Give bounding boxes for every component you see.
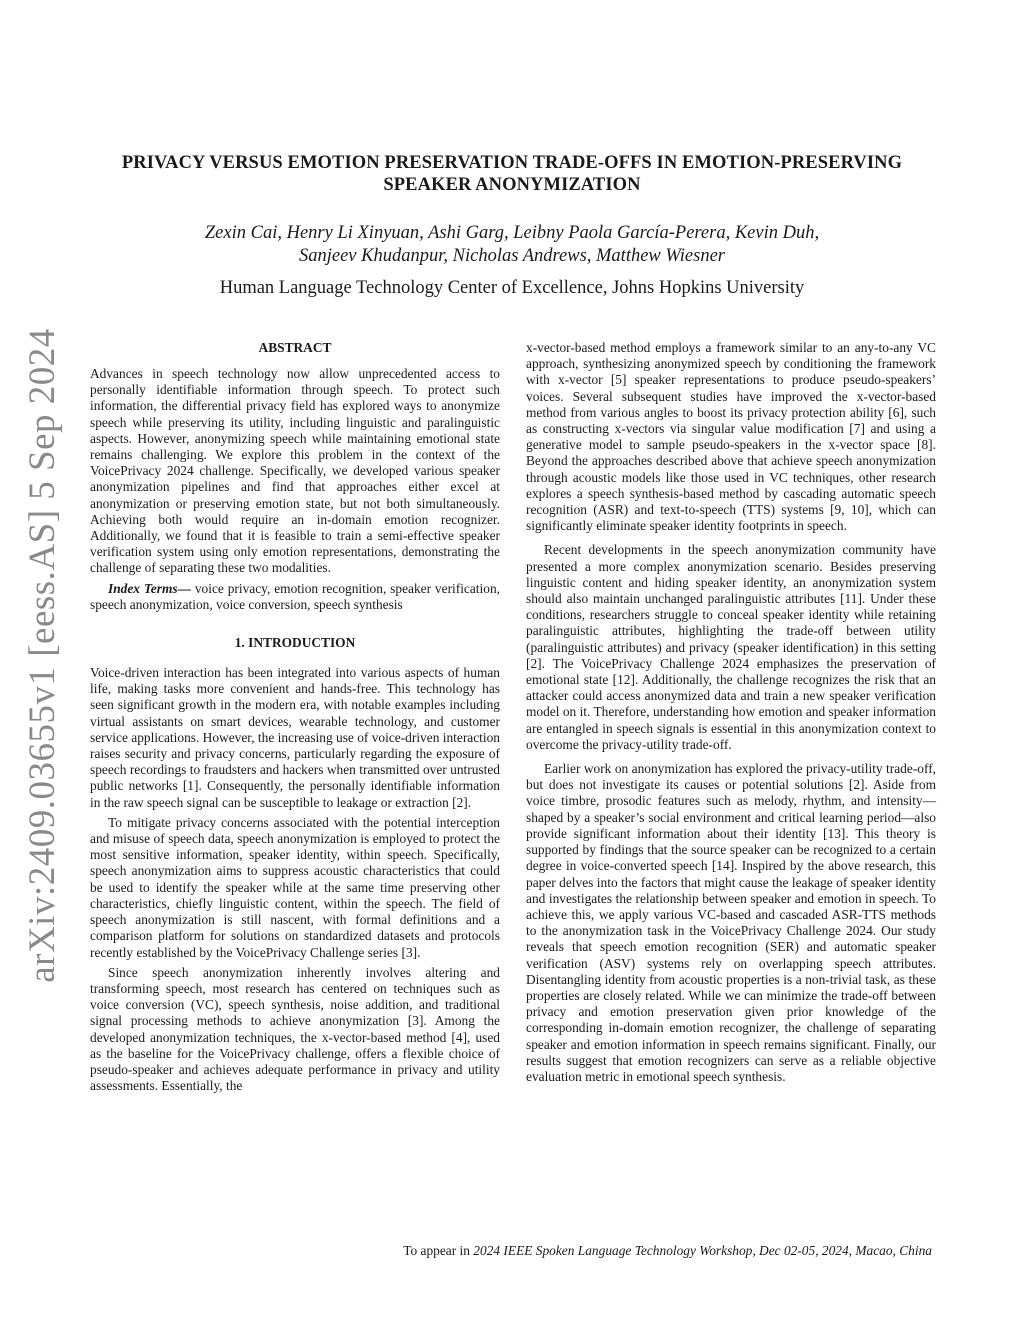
right-column xyxy=(526,340,936,1085)
affiliation: Human Language Technology Center of Excellence, Johns Hopkins University xyxy=(219,278,805,298)
title-line-2: SPEAKER ANONYMIZATION xyxy=(383,175,641,195)
intro-heading: 1. INTRODUCTION xyxy=(234,635,356,651)
arxiv-side-stamp xyxy=(12,327,72,983)
abstract-text: Advances in speech technology now allow unprecedented access to personally identifiable information through speech. To protect such information, the differential privacy field has explored ways to anonymize speech while preserving its utility, including linguistic and paralinguistic aspects. However, anonymizing speech while maintaining emotional state remains challenging. We explore this problem in the context of the VoicePrivacy 2024 challenge. Specifically, we developed various speaker anonymization pipelines and find that approaches either excel at anonymization or preserving emotion state, but not both simultaneously. Achieving both would require an in-domain emotion recognizer. Additionally, we found that it is feasible to train a semi-effective speaker verification system using only emotion representations, demonstrating the challenge of separating these two modalities. xyxy=(90,366,500,576)
author-list xyxy=(80,222,944,268)
footer-venue: 2024 IEEE Spoken Language Technology Workshop, Dec 02-05, 2024, Macao, China xyxy=(473,1243,932,1258)
authors-line-2: Sanjeev Khudanpur, Nicholas Andrews, Matthew Wiesner xyxy=(299,246,725,266)
authors-line-1: Zexin Cai, Henry Li Xinyuan, Ashi Garg, Leibny Paola García-Perera, Kevin Duh, xyxy=(204,223,820,243)
footer-prefix: To appear in xyxy=(403,1243,474,1258)
abstract-heading: ABSTRACT xyxy=(258,340,332,355)
index-terms-text: voice privacy, emotion recognition, speaker verification, speech anonymization, voice conversion, speech synthesis xyxy=(90,580,500,612)
intro-paragraph-3: Since speech anonymization inherently involves altering and transforming speech, most research has centered on techniques such as voice conversion (VC), speech synthesis, noise addition, and traditional signal processing methods to achieve anonymization [3]. Among the developed anonymization techniques, the x-vector-based method [4], used as the baseline for the VoicePrivacy challenge, offers a flexible choice of pseudo-speaker and achieves adequate performance in privacy and utility assessments. Essentially, the xyxy=(90,964,500,1094)
title-line-1: PRIVACY VERSUS EMOTION PRESERVATION TRADE-OFFS IN EMOTION-PRESERVING xyxy=(121,153,903,173)
intro-paragraph-6: Earlier work on anonymization has explored the privacy-utility trade-off, but does not investigate its causes or potential solutions [2]. Aside from voice timbre, prosodic features such as melody, rhythm, and intensity—shaped by a speaker’s social environment and critical learning period—also provide significant information about their identity [13]. This theory is supported by findings that the source speaker can be recognized to a certain degree in voice-converted speech [14]. Inspired by the above research, this paper delves into the factors that might cause the leakage of speaker identity and investigates the relationship between speaker and emotion in speech. To achieve this, we apply various VC-based and cascaded ASR-TTS methods to the anonymization task in the VoicePrivacy Challenge 2024. Our study reveals that speech emotion recognition (SER) and automatic speaker verification (ASV) systems rely on overlapping speech attributes. Disentangling identity from acoustic properties is a non-trivial task, as these properties are closely related. While we can minimize the trade-off between privacy and emotion preservation given prior knowledge of the corresponding in-domain emotion recognizer, the challenge of separating speaker and emotion information in speech remains significant. Finally, our results suggest that emotion recognizers can serve as a reliable objective evaluation metric in emotional speech synthesis. xyxy=(526,761,936,1084)
paper-title xyxy=(80,152,944,196)
intro-paragraph-5: Recent developments in the speech anonymization community have presented a more complex anonymization scenario. Besides preserving linguistic content and hiding speaker identity, an anonymization system should also maintain unchanged paralinguistic attributes [11]. Under these conditions, researchers struggle to conceal speaker identity while retaining paralinguistic attributes, highlighting the trade-off between utility (paralinguistic attributes) and privacy (speaker identification) in this setting [2]. The VoicePrivacy Challenge 2024 emphasizes the preservation of emotional state [12]. Additionally, the challenge recognizes the risk that an attacker could access anonymized data and train a new speaker verification model on it. Therefore, understanding how emotion and speaker information are entangled in speech signals is essential in this anonymization context to overcome the privacy-utility trade-off. xyxy=(526,542,936,752)
left-column xyxy=(90,340,500,1094)
intro-paragraph-4: x-vector-based method employs a framework similar to an any-to-any VC approach, synthesizing anonymized speech by conditioning the framework with x-vector [5] speaker representations to produce pseudo-speakers’ voices. Several subsequent studies have improved the x-vector-based method from various angles to boost its privacy protection ability [6], such as constructing x-vectors via singular value modification [7] and using a generative model to sample pseudo-speakers in the x-vector space [8]. Beyond the approaches described above that achieve speech anonymization through acoustic models like those used in VC techniques, other research explores a speech synthesis-based method by cascading automatic speech recognition (ASR) and text-to-speech (TTS) systems [9, 10], which can significantly eliminate speaker identity footprints in speech. xyxy=(526,340,936,534)
arxiv-identifier: arXiv:2409.03655v1 [eess.AS] 5 Sep 2024 xyxy=(21,327,63,983)
intro-paragraph-1: Voice-driven interaction has been integrated into various aspects of human life, making tasks more convenient and hands-free. This technology has seen significant growth in the modern era, with notable examples including virtual assistants on smart devices, wearable technology, and customer service applications. However, the increasing use of voice-driven interaction raises security and privacy concerns, particularly regarding the exposure of speech recordings to fraudsters and hackers when transmitted over untrusted public networks [1]. Consequently, the personally identifiable information in the raw speech signal can be susceptible to leakage or extraction [2]. xyxy=(90,665,500,810)
index-terms-label: Index Terms— xyxy=(108,580,191,596)
publication-footer xyxy=(403,1243,932,1259)
index-terms xyxy=(90,581,500,613)
intro-paragraph-2: To mitigate privacy concerns associated with the potential interception and misuse of speech data, speech anonymization is employed to protect the most sensitive information, speaker identity, within speech. Specifically, speech anonymization aims to suppress acoustic characteristics that could be used to identify the speaker while at the same time preserving other characteristics, chiefly linguistic content, within the speech. The field of speech anonymization is still nascent, with formal definitions and a comparison platform for solutions on standardized datasets and protocols recently established by the VoicePrivacy Challenge series [3]. xyxy=(90,814,500,960)
